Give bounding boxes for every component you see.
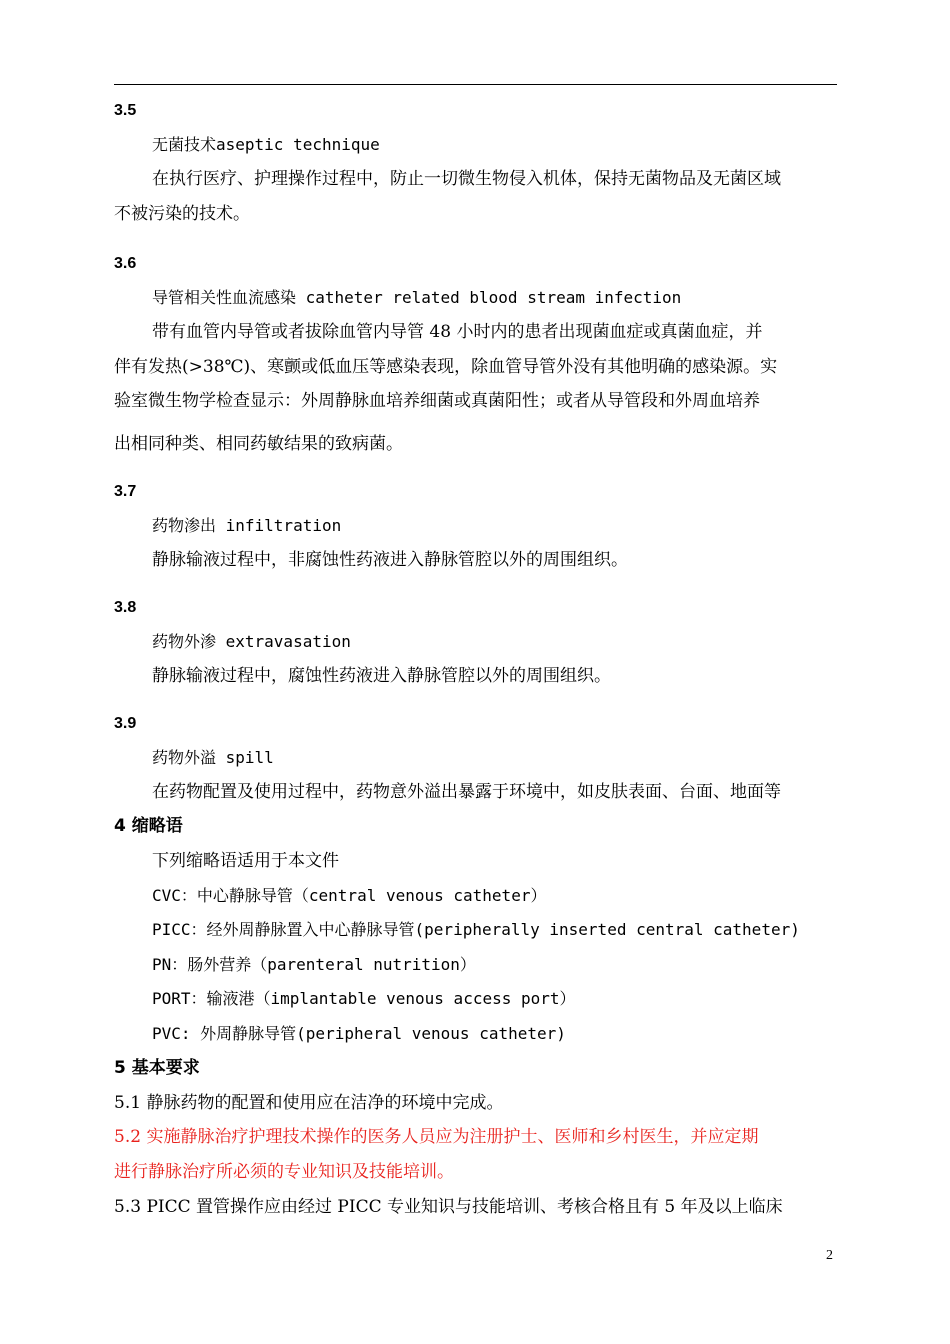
requirement-5-3: 5.3 PICC 置管操作应由经过 PICC 专业知识与技能培训、考核合格且有 5 年及以上临床 [114, 1197, 783, 1217]
term-aseptic-technique: 无菌技术aseptic technique [152, 135, 380, 154]
term-infiltration: 药物渗出 infiltration [152, 516, 342, 535]
definition-line: 出相同种类、相同药敏结果的致病菌。 [114, 434, 403, 454]
abbrev-item: PVC: 外周静脉导管(peripheral venous catheter) [152, 1024, 566, 1043]
abbrev-item: PORT：输液港（implantable venous access port） [152, 989, 576, 1008]
definition-line: 不被污染的技术。 [114, 204, 250, 224]
header-rule [114, 84, 837, 85]
abbrev-intro: 下列缩略语适用于本文件 [152, 851, 339, 871]
definition-line: 验室微生物学检查显示：外周静脉血培养细菌或真菌阳性；或者从导管段和外周血培养 [114, 391, 760, 411]
section-heading-basic-requirements: 5 基本要求 [114, 1058, 200, 1078]
requirement-5-2: 5.2 实施静脉治疗护理技术操作的医务人员应为注册护士、医师和乡村医生，并应定期 [114, 1127, 759, 1147]
definition-line: 在药物配置及使用过程中，药物意外溢出暴露于环境中，如皮肤表面、台面、地面等 [152, 782, 781, 802]
abbrev-item: CVC：中心静脉导管（central venous catheter） [152, 886, 547, 905]
section-number-3-5: 3.5 [114, 102, 137, 119]
definition-line: 带有血管内导管或者拔除血管内导管 48 小时内的患者出现菌血症或真菌血症，并 [152, 322, 763, 342]
term-crbsi: 导管相关性血流感染 catheter related blood stream infection [152, 288, 682, 307]
page-number: 2 [826, 1248, 833, 1263]
section-number-3-7: 3.7 [114, 483, 137, 500]
term-extravasation: 药物外渗 extravasation [152, 632, 351, 651]
requirement-5-2-cont: 进行静脉治疗所必须的专业知识及技能培训。 [114, 1162, 454, 1182]
definition-line: 在执行医疗、护理操作过程中，防止一切微生物侵入机体，保持无菌物品及无菌区域 [152, 169, 781, 189]
section-number-3-9: 3.9 [114, 715, 137, 732]
section-number-3-6: 3.6 [114, 255, 137, 272]
definition-line: 静脉输液过程中，非腐蚀性药液进入静脉管腔以外的周围组织。 [152, 550, 628, 570]
term-spill: 药物外溢 spill [152, 748, 274, 767]
definition-line: 静脉输液过程中，腐蚀性药液进入静脉管腔以外的周围组织。 [152, 666, 611, 686]
abbrev-item: PN：肠外营养（parenteral nutrition） [152, 955, 476, 974]
definition-line: 伴有发热(>38℃)、寒颤或低血压等感染表现，除血管导管外没有其他明确的感染源。实 [114, 357, 778, 377]
requirement-5-1: 5.1 静脉药物的配置和使用应在洁净的环境中完成。 [114, 1093, 504, 1113]
section-number-3-8: 3.8 [114, 599, 137, 616]
section-heading-abbreviations: 4 缩略语 [114, 816, 183, 836]
abbrev-item: PICC：经外周静脉置入中心静脉导管(peripherally inserted central catheter) [152, 920, 800, 939]
